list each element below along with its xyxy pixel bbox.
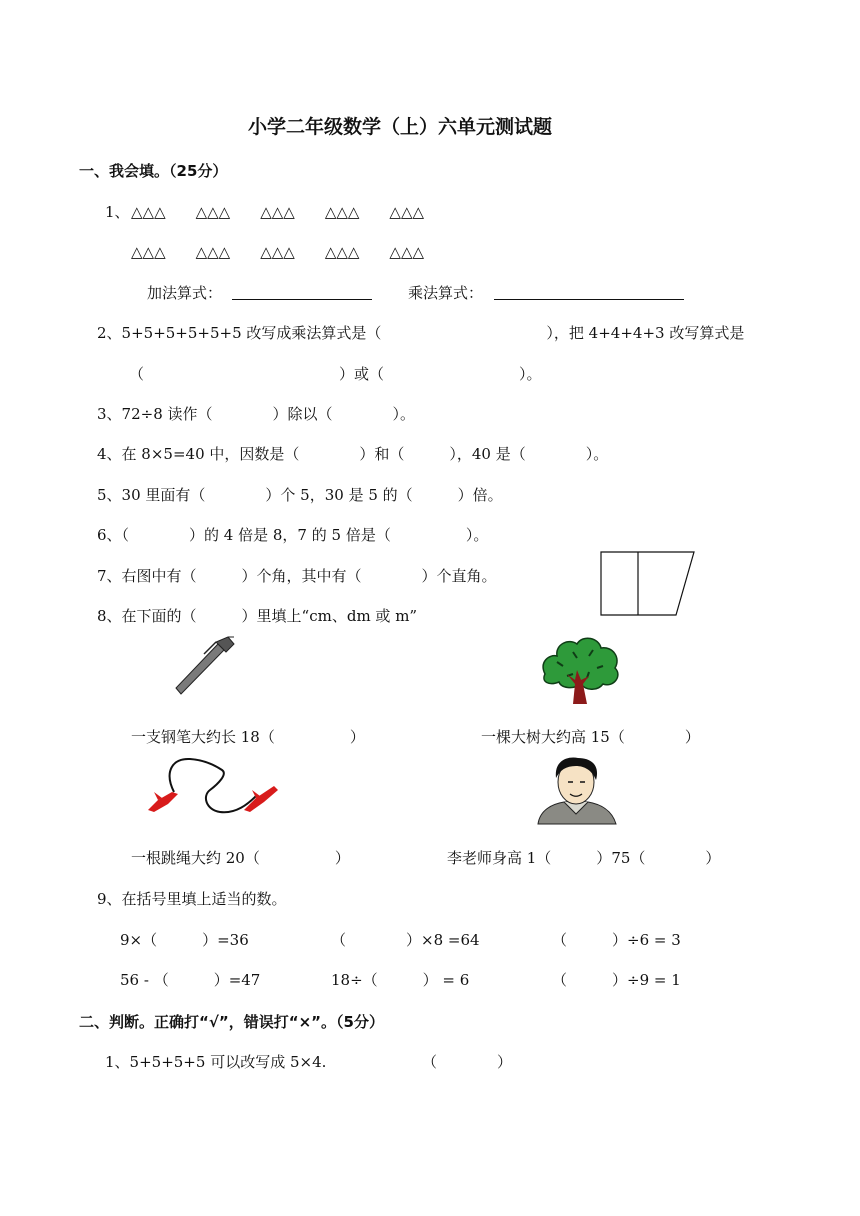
judge-q1-paren: （ ） [422, 1053, 513, 1071]
q9-r1c1: 9×（ ）=36 [120, 931, 249, 949]
teacher-portrait-icon [528, 754, 624, 824]
page-title: 小学二年级数学（上）六单元测试题 [248, 116, 553, 138]
q3: 3、72÷8 读作（ ）除以（ ）。 [97, 405, 416, 423]
triangle-row-1: △△△ △△△ △△△ △△△ △△△ [131, 203, 425, 221]
q9-r2c2: 18÷（ ） = 6 [331, 971, 470, 989]
jump-rope-icon [144, 756, 284, 822]
judge-q1: 1、5+5+5+5 可以改写成 5×4. [105, 1053, 327, 1071]
multiplication-answer-blank[interactable] [494, 299, 684, 300]
q8: 8、在下面的（ ）里填上“cm、dm 或 m” [97, 607, 418, 625]
teacher-prompt: 李老师身高 1（ ）75（ ） [447, 849, 721, 867]
addition-label: 加法算式： [147, 284, 223, 302]
pen-prompt: 一支钢笔大约长 18（ ） [131, 728, 365, 746]
q7: 7、右图中有（ ）个角，其中有（ ）个直角。 [97, 567, 497, 585]
rope-prompt: 一根跳绳大约 20（ ） [131, 849, 350, 867]
fountain-pen-icon [172, 634, 238, 696]
q2-line-1: 2、5+5+5+5+5+5 改写成乘法算式是（ ），把 4+4+4+3 改写算式是 [97, 324, 745, 342]
triangle-row-2: △△△ △△△ △△△ △△△ △△△ [131, 243, 425, 261]
tree-icon [537, 632, 623, 706]
q9-r1c3: （ ）÷6 = 3 [552, 931, 681, 949]
q6: 6、（ ）的 4 倍是 8，7 的 5 倍是（ ）。 [97, 526, 489, 544]
q9-r1c2: （ ）×8 =64 [331, 931, 480, 949]
q9-r2c1: 56 - （ ）=47 [120, 971, 261, 989]
section-heading-fill: 一、我会填。（25分） [79, 162, 228, 180]
angle-figure [600, 551, 696, 617]
q5: 5、30 里面有（ ）个 5，30 是 5 的（ ）倍。 [97, 486, 503, 504]
q2-line-2: （ ）或（ ）。 [129, 365, 542, 383]
q4: 4、在 8×5=40 中，因数是（ ）和（ ），40 是（ ）。 [97, 445, 609, 463]
q1-number: 1、 [105, 203, 130, 221]
q9-r2c3: （ ）÷9 = 1 [552, 971, 681, 989]
section-heading-judge: 二、判断。正确打“√”，错误打“×”。（5分） [79, 1013, 384, 1031]
q9: 9、在括号里填上适当的数。 [97, 890, 287, 908]
multiplication-label: 乘法算式： [408, 284, 484, 302]
addition-answer-blank[interactable] [232, 299, 372, 300]
tree-prompt: 一棵大树大约高 15（ ） [481, 728, 700, 746]
